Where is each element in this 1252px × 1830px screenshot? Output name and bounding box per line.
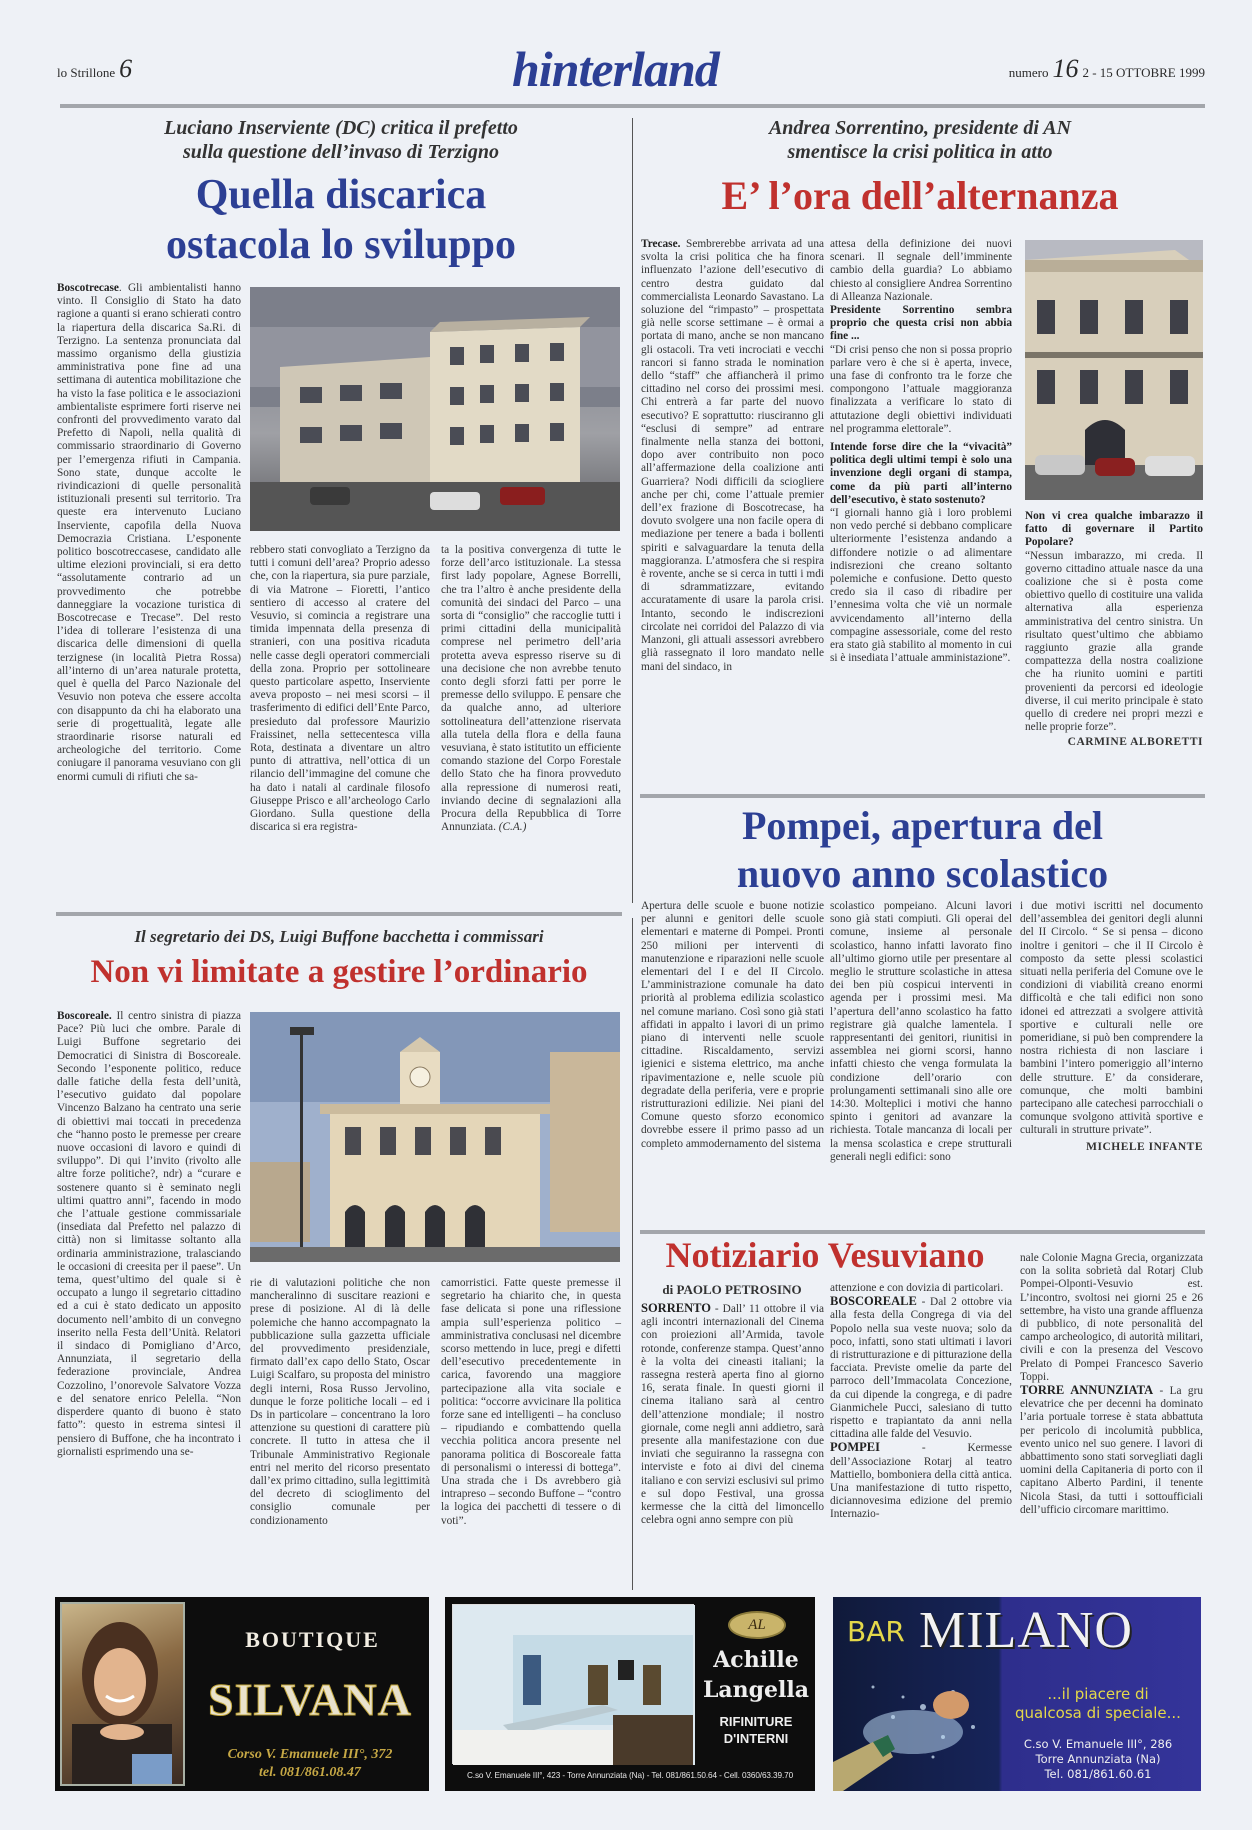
masthead-rule — [60, 104, 1205, 108]
shop-interior-photo — [452, 1604, 694, 1764]
ad-milano-slogan: ...il piacere di qualcosa di speciale... — [1015, 1685, 1181, 1722]
ad-milano-address: C.so V. Emanuele III°, 286 Torre Annunziata (Na) Tel. 081/861.60.61 — [1023, 1737, 1173, 1781]
article4-byline: MICHELE INFANTE — [1086, 1140, 1203, 1153]
ad-bar-milano[interactable] — [833, 1597, 1201, 1791]
town-label: BOSCOREALE — [830, 1294, 917, 1309]
article1-col1: Boscotrecase. Gli ambientalisti hanno vinto. Il Consiglio di Stato ha dato ragione a quanti si erano schierati contro la riapertura della discarica Sa.Ri. di Terzigno. La sentenza pronunciata dal massimo organismo della giustizia amministrativa pone fine ad una settimana di autentica mobilitazione che ha visto la fase politica e le associazioni ambientaliste esprimere forti riserve nei confronti del provvedimento varato dal Prefetto di Napoli, nella qualità di commissario straordinario di Governo per l’emergenza rifiuti in Campania. Sono state, dunque accolte le rivindicazioni di quelle personalità istituzionali presenti sul territorio. Tra queste era intervenuto Luciano Inserviente, capofila della Nuova Democrazia Cristiana. L’esponente politico boscotreccasese, candidato alle ultime elezioni provinciali, si era detto “assolutamente contrario ad un provvedimento che potrebbe danneggiare la vocazione turistica di Boscotrecase e Trecase”. Del resto l’idea di tollerare l’esistenza di una discarica delle dimensioni di quella terzignese (in località Pietra Rossa) all’interno di un’area naturale protetta, quel è quella del Parco Nazionale del Vesuvio non poteva che essere accolta con disappunto da chi ha elaborato una serie di progettualità, legate alle straordinarie risorse naturali ed archeologiche del territorio. Come coniugare il panorama vesuviano con gli enormi cumuli di rifiuti che sa- — [57, 282, 241, 783]
article2-col1: Trecase. Sembrerebbe arrivata ad una svolta la crisi politica che ha finora influenzato l’azione dell’esecutivo di centro destra guidato dal commercialista Leonardo Savastano. La soluzione del “rimpasto” – prospettata già nelle scorse settimane – è ormai a portata di mano, anche se non mancano gli ostacoli. Tra veti incrociati e vecchi rancori si fanno strada le nomination dello “staff” che affiancherà il primo cittadino nel corso dei prossimi mesi. Chi entrerà a far parte del nuovo esecutivo? E soprattutto: riusciranno gli “esclusi di sempre” ad entrare finalmente nella stanza dei bottoni, dopo aver contribuito non poco all’affermazione della coalizione anti Guarriera? Nodi difficili da sciogliere anche per chi, come l’attuale premier dell’ex frazione di Boscotrecase, ha dovuto svolgere una non facile opera di mediazione per tenere a bada i bollenti spiriti e salvaguardare la tenuta della maggioranza. L’atmosfera che si respira è rovente, anche se si cerca in tutti i mdi di sdrammatizzare, evitando accuratamente di usare la parola crisi. Intanto, secondo le indiscrezioni circolate nei corridoi del Palazzo di via Manzoni, gli attuali assessori avrebbero glià rassegnato il loro mandato nelle mani del sindaco, in — [641, 238, 824, 673]
article2-headline: E’ l’ora dell’alternanza — [721, 173, 1119, 218]
ad-silvana-name: SILVANA — [208, 1674, 412, 1725]
dateline: Trecase. — [641, 238, 681, 250]
page-number: 6 — [119, 54, 133, 83]
article3-headline: Non vi limitate a gestire l’ordinario — [90, 954, 588, 990]
ad-silvana-phone: tel. 081/861.08.47 — [259, 1765, 361, 1780]
article5-headline: Notiziario Vesuviano — [665, 1235, 985, 1275]
ad-milano-bar: BAR — [847, 1615, 905, 1648]
article5-col3: nale Colonie Magna Grecia, organizzata con la solita sobrietà dal Rotarj Club Pompei-Olponti-Vesuvio est. L’incontro, svoltosi nei giorni 25 e 26 settembre, ha visto una grande affluenza di pubblico, di note personalità del campo archeologico, di autorità militari, civili e con la presenza del Vescovo Prelato di Pompei Francesco Saverio Toppi. TORRE ANNUNZIATA - La gru elevatrice che per decenni ha dominato l’aria portuale torrese è stata abbattuta per pericolo di incolumità pubblica, evento unico nel suo genere. I lavori di abbattimento sono stati sorvegliati dagli uomini della Capitaneria di porto con il capitano Alberto Pardini, il tenente Nicola Stasi, da tutti i sottoufficiali dell’ufficio circomare marittimo. — [1020, 1252, 1203, 1516]
article5-col1: SORRENTO - Dall’ 11 ottobre il via agli incontri internazionali del Cinema con proiezioni all’Armida, tavole rotonde, conferenze stampa. Quest’anno è la volta dei cineasti italiani; la rassegna resterà aperta fino al giorno 16, serata finale. In questi giorni il cinema italiano sarà al centro dell’attenzione mondiale; il nostro giornale, come negli anni addietro, sarà presente alla manifestazione con due inviati che seguiranno la rassegna con interviste e foto ai divi del cinema italiano e con servizi esclusivi sul primo e sul dopo Festival, una grossa kermesse che la città del limoncello celebra ogni anno sempre con più — [641, 1301, 824, 1527]
town-hall-photo — [250, 1012, 620, 1262]
article1-kicker: Luciano Inserviente (DC) critica il prefetto sulla questione dell’invaso di Terzigno — [164, 117, 518, 163]
article2-col2: attesa della definizione dei nuovi scenari. Il segnale dell’imminente cambio della guardia? Lo abbiamo chiesto al consigliere Andrea Sorrentino di Alleanza Nazionale. Presidente Sorrentino sembra proprio che questa crisi non abbia fine ... “Di crisi penso che non si possa proprio parlare vero è che si è aperta, invece, una fase di confronto tra le forze che compongono l’attuale maggioranza finalizzata a verificare lo stato di attutazione degli obiettivi individuati nel programma elettorale”. Intende forse dire che la “vivacità” politica degli ultimi tempi è solo una invenzione degli organi di stampa, come da più parti all’interno dell’esecutivo, è stato sostenuto? “I giornali hanno già i loro problemi non vedo perché si debbano complicare ulteriormente l’esistenza andando a diffondere notizie o ad alimentare indisrezioni che creano soltanto polemiche e confusione. Detto questo credo sia il caso di ribadire per l’ennesima volta che viè un normale avvicendamento all’interno della compagine assessoriale, come del resto era stato già stabilito al momento in cui si è insediata l’attuale amministazione”. — [830, 238, 1012, 665]
article2-col3: Non vi crea qualche imbarazzo il fatto di governare il Partito Popolare? “Nessun imbarazzo, mi creda. Il governo cittadino attuale nasce da una coalizione che si è posta come obiettivo quello di costituire una valida alternativa alla esperienza amministrativa del centro sinistra. Un risultato quest’ultimo che abbiamo raggiunto grazie alla grande compattezza della nostra coalizione che ha riunito uomini e partiti provenienti da percorsi ed ideologie diverse, il cui merito principale è stato quello di credere nei propri mezzi e nelle proprie forze”. CARMINE ALBORETTI — [1025, 510, 1203, 749]
interview-question: Intende forse dire che la “vivacità” politica degli ultimi tempi è solo una invenzione degli organi di stampa, come da più parti all’interno dell’esecutivo, è stato sostenuto? — [830, 441, 1012, 506]
ad-langella-address: C.so V. Emanuele III°, 423 - Torre Annunziata (Na) - Tel. 081/861.50.64 - Cell. 0360/63.39.70 — [466, 1771, 794, 1780]
article2-kicker: Andrea Sorrentino, presidente di AN smentisce la crisi politica in atto — [768, 117, 1072, 163]
issue-date: 2 - 15 OTTOBRE 1999 — [1082, 65, 1205, 80]
article1-col3: ta la positiva convergenza di tutte le forze dell’arco istituzionale. La stessa first lady popolare, Agnese Borrelli, che tra l’altro è anche presidente della comunità dei sindaci del Parco – una sorta di “consiglio” che raccoglie tutti i primi cittadini della municipalità comprese nel perimetro dell’aria protetta aveva espresso riserve su di una decisione che non avrebbe tenuto conto degli sforzi fatti per porre le premesse dello sviluppo. E pensare che da qualche anno, ad ulteriore sottolineatura dell’attenzione riservata alla tutela della flora e della fauna vesuviana, è stato istitutito un efficiente comando stazione del Corpo Forestale dello Stato che ha finora provveduto alla repressione di numerosi reati, inviando decine di segnalazioni alla Procura della Repubblica di Torre Annunziata. (C.A.) — [441, 544, 621, 834]
article4-headline: Pompei, apertura del nuovo anno scolastico — [736, 803, 1109, 896]
ad-achille-langella[interactable] — [445, 1597, 815, 1791]
article4-col2: scolastico pompeiano. Alcuni lavori sono già stati compiuti. Gli operai del comune, insieme al personale scolastico, hanno infatti lavorato fino all’ultimo giorno utile per presentare al meglio le strutture scolastiche in attesa dei ben più cospicui interventi in agenda per i prossimi mesi. Ma l’apertura dell’anno scolastico ha fatto registrare già qualche lamentela. I rappresentanti dei genitori, riunitisi in assemblea nei giorni scorsi, hanno infatti chiesto che venga formulata la condizione dell’orario con prolungamenti settimanali sino alle ore 14:30. Molteplici i motivi che hanno spinto i genitori ad avanzare la richiesta. Totale mancanza di locali per la mensa scolastica e crepe strutturali generali negli edifici: sono — [830, 900, 1012, 1163]
article1-col2: rebbero stati convogliato a Terzigno da tutti i comuni dell’area? Proprio adesso che, con la riapertura, sia pure parziale, di via Matrone – Fioretti, l’antico sentiero di accesso al cratere del Vesuvio, si comincia a registrare una timida impennata della presenza di stranieri, con una positiva ricaduta nelle casse degli operatori commerciali della zona. Proprio per sottolineare questo particolare aspetto, Inserviente aveva proposto – nei mesi scorsi – il trasferimento di edifici dell’Ente Parco, presieduto dal professore Maurizio Fraissinet, nella settecentesca villa Rota, destinata a diventare un altro punto di attrattiva, nell’ottica di un rilancio dell’immagine del comune che ha dato i natali al cardinale filosofo Giuseppe Prisco e all’archeologo Carlo Giordano. Sulla questione della discarica si era registra- — [250, 544, 430, 834]
palazzo-photo — [1025, 240, 1203, 500]
dateline: Boscoreale. — [57, 1010, 112, 1022]
article5-author: di PAOLO PETROSINO — [662, 1282, 802, 1297]
ad-milano-name: MILANO — [919, 1602, 1133, 1659]
article4-col1: Apertura delle scuole e buone notizie per alunni e genitori delle scuole elementari e materne di Pompei. Pronti 250 milioni per interventi di manutenzione e riparazioni nelle scuole elementari del I e del II Circolo. L’amministrazione comunale ha dato priorità al problema edilizia scolastico nel comune mariano. Così sono già stati affidati in appalto i lavori di un primo piano di interventi nelle scuole cittadine. Riscaldamento, servizi igienici e sistema elettrico, ma anche ripavimentazione e, nelle scuole più degradate della periferia, vere e proprie ristrutturazioni edilizie. Nei piani del Comune questo sforzo economico dovrebbe essere il primo passo ad un completo ammodernamento del sistema — [641, 900, 824, 1150]
issue-label: numero — [1008, 65, 1049, 80]
ad-silvana-line1: BOUTIQUE — [245, 1627, 380, 1652]
town-label: SORRENTO — [641, 1301, 711, 1315]
article1-headline: Quella discarica ostacola lo sviluppo — [165, 172, 517, 268]
town-label: TORRE ANNUNZIATA — [1020, 1383, 1154, 1398]
article4-col3: i due motivi iscritti nel documento dell’assemblea dei genitori degli alunni del II Circolo. “ Se si pensa – dicono inoltre i genitori – che il II Circolo è composto da sette plessi scolastici situati nella periferia del Comune ove le condizioni di viabilità creano enormi difficoltà e che tali edifici non sono idonei ed attrezzati a svolgere attività sportive e culturali nelle ore pomeridiane, si può ben comprendere la nostra richiesta di non lasciare i bambini l’intero pomeriggio all’interno delle strutture. E’ da considerare, comunque, che molti bambini partecipano alle catechesi parrocchiali o comunque svolgono attività sportive e culturali in strutture private”. MICHELE INFANTE — [1020, 900, 1203, 1153]
article3-col1: Boscoreale. Il centro sinistra di piazza Pace? Più luci che ombre. Parale di Luigi Buffone segretario dei Democratici di Sinistra di Boscoreale. Secondo l’esponente politico, reduce dalle fatiche della festa dell’unità, l’esecutivo guidato dal popolare Vincenzo Balzano ha centrato una serie di obiettivi mai toccati in precedenza che “hanno posto le premesse per creare nuove occasioni di lavoro e quindi di sviluppo”. Di qui l’invito (rivolto alle altre forze politiche?, ndr) a “curare e sostenere quanto si è seminato negli ultimi quattro anni”, facendo in modo che l’attuale gestione commissariale (insediata dal Prefetto nel palazzo di città) non si limitasse soltanto alla ordinaria amministrazione, tralasciando le occasioni di creesita per il paese”. Un tema, quest’ultimo del quale si è occupato a lungo il segretario cittadino ed a cui è stato dedicato un apposito documento nell’ambito di un convegno inserito nella Festa dell’Unità. Relatori il sindaco di Pomigliano d’Arco, Annunziata, il segretario della federazione provinciale, Andrea Cozzolino, l’onorevole Salvatore Vozza e del senatore enrico Pelella. “Non disperdere quanto di buono è stato fatto”: questo in estrema sintesi il pensiero di Buffone, che ha incontrato i giornalisti esprimendo una se- — [57, 1010, 241, 1458]
monogram-badge: AL — [728, 1611, 786, 1639]
masthead-left — [57, 54, 132, 84]
section-title: hinterland — [512, 41, 719, 97]
article1-signature: (C.A.) — [498, 821, 527, 834]
article3-col2: rie di valutazioni politiche che non mancheralinno di suscitare reazioni e prese di posizione. Al di là delle polemiche che hanno accompagnato la pubblicazione sulla gazzetta ufficiale del provvedimento presidenziale, firmato dall’ex capo dello Stato, Oscar Luigi Scalfaro, su proposta del ministro degli interni, Rosa Russo Jervolino, dunque le forze politiche locali – ed i Ds in particolare – concentrano la loro attenzione su questioni di carattere più concrete. Il tutto in attesa che il Tribunale Amministrativo Regionale entri nel merito del ricorso presentato dall’ex primo cittadino, sulla legittimità del decreto di scioglimento del consiglio comunale per condizionamento — [250, 1277, 430, 1527]
dateline: Boscotrecase — [57, 282, 119, 294]
column-divider — [632, 118, 633, 903]
ad-langella-tagline: RIFINITURE D'INTERNI — [719, 1714, 793, 1746]
interview-question: Presidente Sorrentino sembra proprio che questa crisi non abbia fine ... — [830, 304, 1012, 343]
section-rule — [56, 912, 622, 916]
model-portrait — [60, 1602, 185, 1786]
ad-langella-name: Achille Langella — [702, 1647, 810, 1703]
newspaper-name: lo Strillone — [57, 65, 116, 80]
masthead — [57, 40, 1207, 108]
masthead-right — [1009, 54, 1205, 84]
article2-byline: CARMINE ALBORETTI — [1067, 736, 1203, 749]
interview-question: Non vi crea qualche imbarazzo il fatto di governare il Partito Popolare? — [1025, 510, 1203, 549]
issue-number: 16 — [1052, 54, 1079, 83]
town-label: POMPEI — [830, 1440, 880, 1455]
article5-col2: attenzione e con dovizia di particolari. BOSCOREALE - Dal 2 ottobre via alla festa della Congrega di via del Popolo nella sua veste nuova; solo da poco, infatti, sono stati ultimati i lavori di ristrutturazione e di pitturazione della facciata. Previste omelie da parte del parroco dell’Immacolata Concezione, da cui dipende la congrega, e di padre Gianmichele Pucci, salesiano di tutto rispetto e trapiantato da anni nella cittadina alle falde del Vesuvio. POMPEI - Kermesse dell’Associazione Rotarj al teatro Mattiello, bomboniera della città antica. Una manifestazione di tutto rispetto, diciannovesima edizione del premio Internazio- — [830, 1282, 1012, 1521]
section-rule — [640, 794, 1205, 798]
column-divider — [632, 918, 633, 1590]
ad-boutique-silvana[interactable] — [55, 1597, 429, 1791]
building-photo — [250, 287, 620, 531]
article3-col3: camorristici. Fatte queste premesse il segretario ha chiarito che, in questa fase delicata si pone una riflessione ampia sull’esperienza politico – amministrativa conclusasi nel dicembre scorso mettendo in luce, pregi e difetti dell’esecutivo precedentemente in carica, favorendo una maggiore partecipazione alla vita sociale e politica: “occorre avvicinare lla politica forze sane ed intelligenti – ha concluso – ripudiando e combattendo quella vecchia politica ancora presente nel panorama politica di Boscoreale fatta di personalismi o interessi di bottega”. Una strada che i Ds avrebbero già intrapreso – secondo Buffone – “contro la logica dei pacchetti di tessere o di voti”. — [441, 1277, 621, 1527]
ad-silvana-address: Corso V. Emanuele III°, 372 — [227, 1747, 393, 1762]
article3-kicker: Il segretario dei DS, Luigi Buffone bacchetta i commissari — [134, 927, 544, 946]
